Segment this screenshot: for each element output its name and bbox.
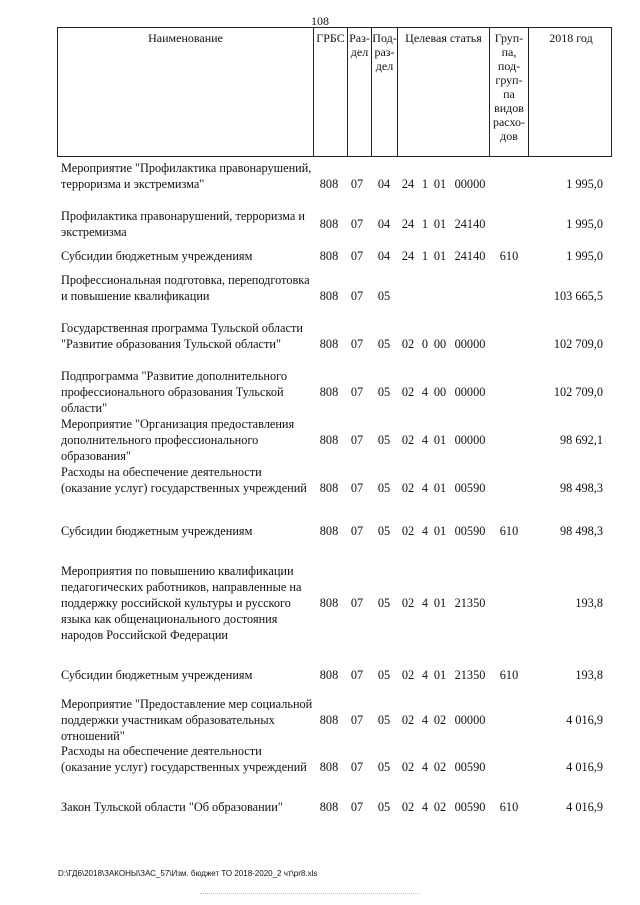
target-article-direction: 00590 (454, 800, 486, 814)
row-name: Расходы на обеспечение деятельности (оказание услуг) государственных учреждений (61, 744, 307, 774)
target-article-event: 01 (433, 596, 447, 610)
target-article-event: 01 (433, 481, 447, 495)
target-article-direction: 00590 (454, 524, 486, 538)
target-article-direction: 00000 (454, 177, 486, 191)
razdel-cell: 07 (350, 760, 364, 774)
podrazdel-cell: 05 (377, 481, 391, 495)
razdel-cell: 07 (350, 337, 364, 351)
target-article-subprogram: 4 (421, 760, 429, 774)
table-header (57, 27, 612, 157)
podrazdel-cell: 05 (377, 760, 391, 774)
expense-type-cell: 610 (499, 668, 519, 682)
target-article-event: 00 (433, 385, 447, 399)
amount-cell: 1 995,0 (566, 249, 603, 263)
amount-cell: 103 665,5 (553, 289, 603, 303)
target-article-subprogram: 1 (421, 217, 429, 231)
target-article-direction: 00000 (454, 385, 486, 399)
row-name: Мероприятие "Предоставление мер социальной поддержки участникам образовательных отношений" (61, 697, 313, 743)
grbs-cell: 808 (319, 481, 339, 495)
podrazdel-cell: 05 (377, 524, 391, 538)
podrazdel-cell: 04 (377, 217, 391, 231)
col-header-podrazdel: Под- раз- дел (372, 31, 397, 73)
row-name: Расходы на обеспечение деятельности (оказание услуг) государственных учреждений (61, 465, 307, 495)
grbs-cell: 808 (319, 289, 339, 303)
target-article-program: 24 (401, 217, 415, 231)
target-article-subprogram: 4 (421, 668, 429, 682)
grbs-cell: 808 (319, 217, 339, 231)
target-article-direction: 21350 (454, 596, 486, 610)
grbs-cell: 808 (319, 760, 339, 774)
col-header-razdel: Раз- дел (349, 31, 370, 59)
target-article-subprogram: 4 (421, 713, 429, 727)
target-article-event: 02 (433, 760, 447, 774)
col-header-grbs: ГРБС (316, 31, 345, 45)
expense-type-cell: 610 (499, 524, 519, 538)
amount-cell: 98 692,1 (559, 433, 603, 447)
page-number: 108 (311, 14, 329, 28)
col-header-target-article: Целевая статья (405, 31, 482, 45)
razdel-cell: 07 (350, 668, 364, 682)
row-name: Подпрограмма "Развитие дополнительного профессионального образования Тульской области" (61, 369, 287, 415)
razdel-cell: 07 (350, 289, 364, 303)
grbs-cell: 808 (319, 524, 339, 538)
scan-artifact (200, 893, 420, 894)
amount-cell: 4 016,9 (566, 713, 603, 727)
col-header-expense-type: Груп- па, под- груп- па видов расхо- дов (492, 31, 526, 143)
grbs-cell: 808 (319, 337, 339, 351)
target-article-direction: 00590 (454, 481, 486, 495)
target-article-event: 02 (433, 713, 447, 727)
podrazdel-cell: 05 (377, 337, 391, 351)
grbs-cell: 808 (319, 668, 339, 682)
grbs-cell: 808 (319, 713, 339, 727)
row-name: Профессиональная подготовка, переподготовка и повышение квалификации (61, 273, 310, 303)
row-name: Мероприятие "Организация предоставления дополнительного профессионального образования" (61, 417, 295, 463)
target-article-program: 02 (401, 800, 415, 814)
target-article-program: 02 (401, 596, 415, 610)
amount-cell: 4 016,9 (566, 800, 603, 814)
target-article-event: 01 (433, 524, 447, 538)
target-article-direction: 21350 (454, 668, 486, 682)
target-article-direction: 00000 (454, 713, 486, 727)
row-name: Профилактика правонарушений, терроризма и экстремизма (61, 209, 305, 239)
grbs-cell: 808 (319, 433, 339, 447)
target-article-direction: 24140 (454, 217, 486, 231)
razdel-cell: 07 (350, 596, 364, 610)
row-name: Мероприятия по повышению квалификации педагогических работников, направленные на поддержку российской культуры и русского языка как общенационального достояния народов Российской Федерации (61, 564, 302, 642)
target-article-event: 01 (433, 668, 447, 682)
podrazdel-cell: 05 (377, 433, 391, 447)
target-article-direction: 00590 (454, 760, 486, 774)
target-article-direction: 00000 (454, 337, 486, 351)
expense-type-cell: 610 (499, 249, 519, 263)
target-article-program: 02 (401, 433, 415, 447)
target-article-program: 24 (401, 177, 415, 191)
row-name: Субсидии бюджетным учреждениям (61, 668, 253, 682)
target-article-subprogram: 4 (421, 433, 429, 447)
target-article-subprogram: 1 (421, 177, 429, 191)
razdel-cell: 07 (350, 177, 364, 191)
amount-cell: 1 995,0 (566, 177, 603, 191)
amount-cell: 4 016,9 (566, 760, 603, 774)
target-article-program: 02 (401, 524, 415, 538)
razdel-cell: 07 (350, 524, 364, 538)
target-article-subprogram: 4 (421, 481, 429, 495)
grbs-cell: 808 (319, 177, 339, 191)
file-path-footer: D:\ГД6\2018\ЗАКОНЫ\ЗАС_57\Изм. бюджет ТО 2018-2020_2 чт\pr8.xls (58, 869, 318, 878)
razdel-cell: 07 (350, 800, 364, 814)
podrazdel-cell: 05 (377, 800, 391, 814)
target-article-program: 02 (401, 668, 415, 682)
razdel-cell: 07 (350, 713, 364, 727)
target-article-subprogram: 4 (421, 524, 429, 538)
target-article-program: 02 (401, 385, 415, 399)
grbs-cell: 808 (319, 385, 339, 399)
amount-cell: 102 709,0 (553, 385, 603, 399)
razdel-cell: 07 (350, 249, 364, 263)
target-article-program: 02 (401, 760, 415, 774)
podrazdel-cell: 05 (377, 668, 391, 682)
razdel-cell: 07 (350, 481, 364, 495)
razdel-cell: 07 (350, 385, 364, 399)
target-article-subprogram: 1 (421, 249, 429, 263)
row-name: Субсидии бюджетным учреждениям (61, 524, 253, 538)
podrazdel-cell: 05 (377, 385, 391, 399)
target-article-event: 01 (433, 249, 447, 263)
target-article-subprogram: 4 (421, 385, 429, 399)
col-header-name: Наименование (148, 31, 223, 45)
target-article-subprogram: 0 (421, 337, 429, 351)
col-header-year: 2018 год (549, 31, 593, 45)
razdel-cell: 07 (350, 217, 364, 231)
podrazdel-cell: 05 (377, 289, 391, 303)
target-article-event: 01 (433, 177, 447, 191)
podrazdel-cell: 04 (377, 249, 391, 263)
target-article-program: 02 (401, 337, 415, 351)
grbs-cell: 808 (319, 596, 339, 610)
target-article-subprogram: 4 (421, 800, 429, 814)
target-article-event: 01 (433, 217, 447, 231)
podrazdel-cell: 05 (377, 596, 391, 610)
row-name: Государственная программа Тульской области "Развитие образования Тульской области" (61, 321, 303, 351)
target-article-event: 02 (433, 800, 447, 814)
row-name: Субсидии бюджетным учреждениям (61, 249, 253, 263)
expense-type-cell: 610 (499, 800, 519, 814)
target-article-direction: 00000 (454, 433, 486, 447)
amount-cell: 193,8 (575, 596, 603, 610)
target-article-subprogram: 4 (421, 596, 429, 610)
podrazdel-cell: 05 (377, 713, 391, 727)
target-article-program: 02 (401, 713, 415, 727)
grbs-cell: 808 (319, 249, 339, 263)
amount-cell: 1 995,0 (566, 217, 603, 231)
target-article-event: 00 (433, 337, 447, 351)
row-name: Закон Тульской области "Об образовании" (61, 800, 283, 814)
target-article-event: 01 (433, 433, 447, 447)
razdel-cell: 07 (350, 433, 364, 447)
grbs-cell: 808 (319, 800, 339, 814)
amount-cell: 98 498,3 (559, 481, 603, 495)
amount-cell: 193,8 (575, 668, 603, 682)
target-article-direction: 24140 (454, 249, 486, 263)
amount-cell: 102 709,0 (553, 337, 603, 351)
target-article-program: 24 (401, 249, 415, 263)
amount-cell: 98 498,3 (559, 524, 603, 538)
row-name: Мероприятие "Профилактика правонарушений, терроризма и экстремизма" (61, 161, 312, 191)
podrazdel-cell: 04 (377, 177, 391, 191)
target-article-program: 02 (401, 481, 415, 495)
